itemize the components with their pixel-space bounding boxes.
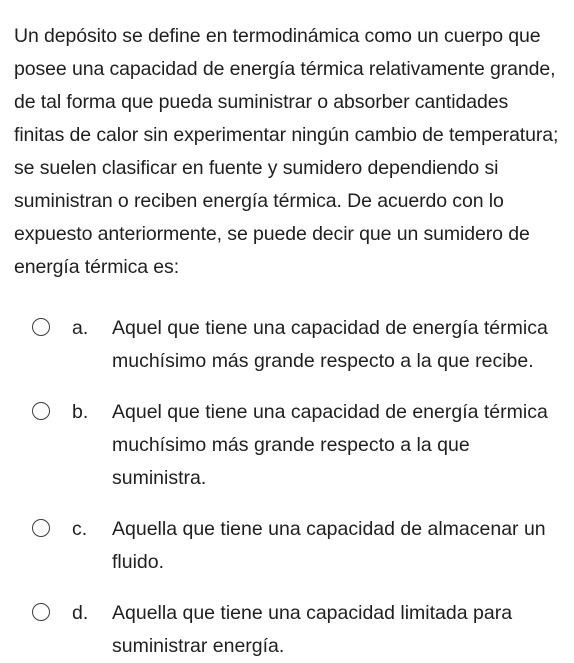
radio-button-d[interactable] — [32, 603, 50, 621]
option-text: Aquel que tiene una capacidad de energía térmica muchísimo más grande respecto a la que recibe. — [112, 317, 548, 372]
option-d[interactable] — [14, 597, 560, 663]
radio-button-a[interactable] — [32, 318, 50, 336]
option-a[interactable] — [14, 312, 560, 378]
option-letter: d. — [72, 602, 89, 624]
radio-button-c[interactable] — [32, 519, 50, 537]
option-text: Aquella que tiene una capacidad de almacenar un fluido. — [112, 518, 546, 573]
option-text: Aquel que tiene una capacidad de energía térmica muchísimo más grande respecto a la que suministra. — [112, 401, 548, 489]
radio-button-b[interactable] — [32, 402, 50, 420]
question-text: Un depósito se define en termodinámica como un cuerpo que posee una capacidad de energía térmica relativamente grande, de tal forma que pueda suministrar o absorber cantidades finitas de calor sin experimentar ningún cambio de temperatura; se suelen clasificar en fuente y sumidero dependiendo si suministran o reciben energía térmica. De acuerdo con lo expuesto anteriormente, se puede decir que un sumidero de energía térmica es: — [14, 25, 559, 278]
option-b[interactable] — [14, 396, 560, 495]
options-list — [14, 312, 560, 663]
option-letter: b. — [72, 401, 89, 423]
option-c[interactable] — [14, 513, 560, 579]
option-letter: a. — [72, 317, 89, 339]
option-letter: c. — [72, 518, 88, 540]
option-text: Aquella que tiene una capacidad limitada para suministrar energía. — [112, 602, 513, 657]
